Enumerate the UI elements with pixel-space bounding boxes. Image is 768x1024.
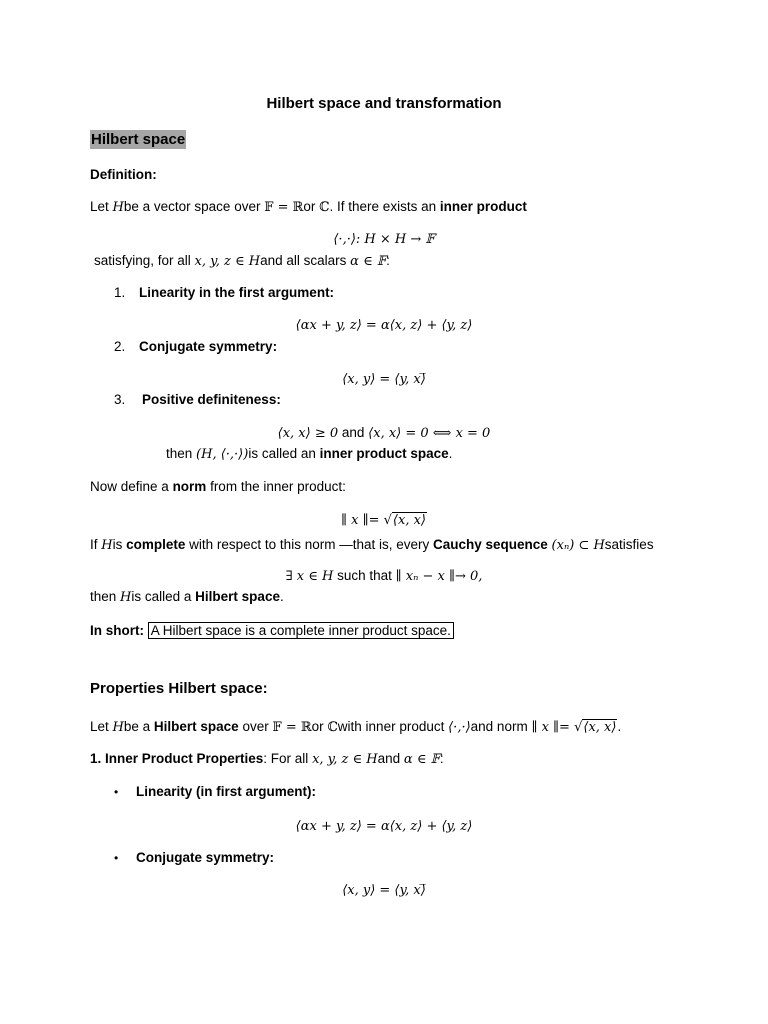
formula-linearity-properties: ⟨αx + y, z⟩ = α⟨x, z⟩ + ⟨y, z⟩ [295,819,473,834]
list-number: 3. [114,392,126,407]
section-heading-hilbert-space [90,131,186,149]
list-number: 2. [114,339,126,354]
definition-label: Definition: [90,167,157,182]
inner-product-space-line: then (H, ⟨·,·⟩)is called an inner product space. [166,446,453,462]
list-label: Positive definiteness: [142,392,281,407]
in-short-label: In short: [90,623,144,638]
bullet-icon: • [114,785,119,799]
bullet-label: Conjugate symmetry: [136,850,275,865]
highlighted-heading: Hilbert space [91,131,186,148]
satisfying-line: satisfying, for all x, y, z ∈ Hand all scalars α ∈ 𝔽: [94,253,390,269]
list-number: 1. [114,285,126,300]
formula-conjugate-symmetry: ⟨x, y⟩ = ⟨y, x⟩̅ [342,372,426,387]
norm-formula: ∥ x ∥= √⟨x, x⟩ [340,513,426,528]
bullet-label: Linearity (in first argument): [136,784,317,799]
section-heading-properties: Properties Hilbert space: [90,680,268,697]
list-item-conjugate-symmetry [114,338,277,356]
formula-conjugate-symmetry-properties: ⟨x, y⟩ = ⟨y, x⟩̅ [342,883,426,898]
list-item-positive-definiteness [114,391,281,409]
formula-positive-definiteness: ⟨x, x⟩ ≥ 0 and ⟨x, x⟩ = 0 ⟺ x = 0 [277,425,491,441]
in-short-line [90,622,454,640]
norm-intro-line: Now define a norm from the inner product: [90,479,346,494]
hilbert-space-conclusion: then His called a Hilbert space. [90,589,284,605]
inner-product-properties-line: 1. Inner Product Properties: For all x, y, z ∈ Hand α ∈ 𝔽: [90,751,444,767]
inner-product-map-formula: ⟨·,·⟩: H × H → 𝔽 [333,232,435,247]
list-label: Conjugate symmetry: [139,339,278,354]
formula-linearity: ⟨αx + y, z⟩ = α⟨x, z⟩ + ⟨y, z⟩ [295,318,473,333]
list-item-linearity [114,284,334,302]
properties-intro: Let Hbe a Hilbert space over 𝔽 = ℝor ℂwith inner product ⟨·,·⟩and norm ∥ x ∥= √⟨x, x⟩. [90,719,622,735]
boxed-summary: A Hilbert space is a complete inner product space. [148,622,454,639]
definition-intro: Let Hbe a vector space over 𝔽 = ℝor ℂ. If there exists an inner product [90,199,527,215]
page-title: Hilbert space and transformation [266,95,502,112]
completeness-line: If His complete with respect to this norm —that is, every Cauchy sequence (xₙ) ⊂ Hsatisfies [90,537,654,553]
list-label: Linearity in the first argument: [139,285,335,300]
cauchy-convergence-formula: ∃ x ∈ H such that ∥ xₙ − x ∥→ 0, [285,568,483,584]
bullet-icon: • [114,851,119,865]
